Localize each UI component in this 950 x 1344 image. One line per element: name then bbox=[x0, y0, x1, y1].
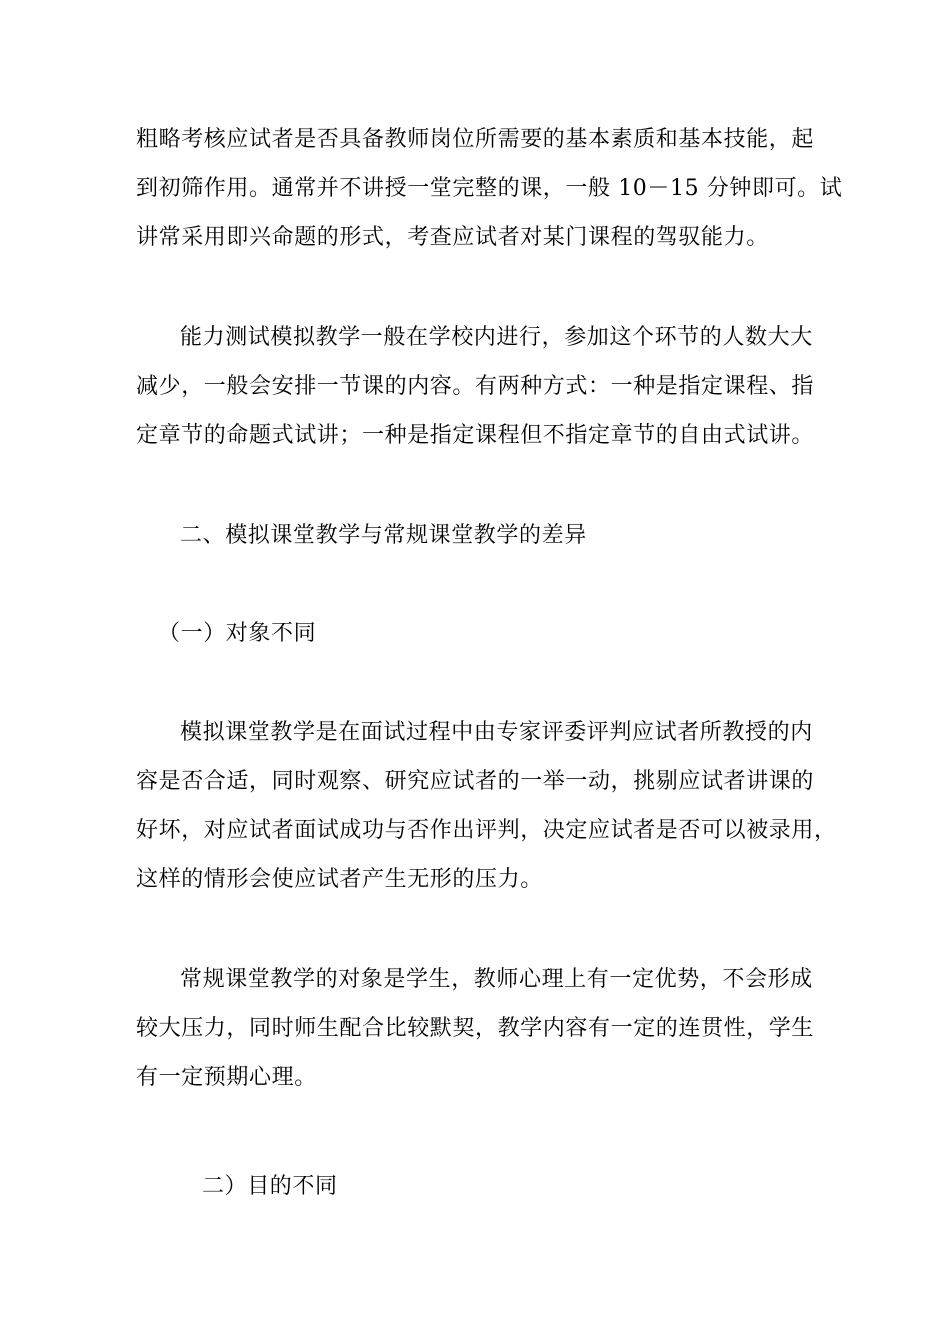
paragraph-line: 到初筛作用。通常并不讲授一堂完整的课，一般 10－15 分钟即可。试 bbox=[136, 176, 843, 201]
paragraph-line: 模拟课堂教学是在面试过程中由专家评委评判应试者所教授的内 bbox=[180, 720, 813, 745]
paragraph-line: 较大压力，同时师生配合比较默契，教学内容有一定的连贯性，学生 bbox=[136, 1016, 815, 1041]
paragraph-initial-screening bbox=[136, 115, 843, 262]
paragraph-line: 有一定预期心理。 bbox=[136, 1065, 317, 1090]
paragraph-line: 常规课堂教学的对象是学生，教师心理上有一定优势，不会形成 bbox=[180, 967, 813, 992]
paragraph-regular-teaching bbox=[136, 955, 816, 1102]
paragraph-line: 这样的情形会使应试者产生无形的压力。 bbox=[136, 867, 543, 892]
paragraph-line: 容是否合适，同时观察、研究应试者的一举一动，挑剔应试者讲课的 bbox=[136, 769, 815, 794]
paragraph-line: 好坏，对应试者面试成功与否作出评判，决定应试者是否可以被录用， bbox=[136, 818, 837, 843]
paragraph-line: 粗略考核应试者是否具备教师岗位所需要的基本素质和基本技能，起 bbox=[136, 127, 815, 152]
paragraph-simulated-teaching bbox=[136, 708, 837, 904]
paragraph-ability-test bbox=[136, 313, 816, 460]
paragraph-line: 减少，一般会安排一节课的内容。有两种方式：一种是指定课程、指 bbox=[136, 374, 815, 399]
paragraph-line: 能力测试模拟教学一般在学校内进行，参加这个环节的人数大大 bbox=[180, 325, 813, 350]
subsection-heading-different-objects: （一）对象不同 bbox=[158, 621, 317, 646]
section-heading-differences: 二、模拟课堂教学与常规课堂教学的差异 bbox=[180, 523, 587, 548]
paragraph-line: 定章节的命题式试讲；一种是指定课程但不指定章节的自由式试讲。 bbox=[136, 423, 815, 448]
paragraph-line: 讲常采用即兴命题的形式，考查应试者对某门课程的驾驭能力。 bbox=[136, 225, 769, 250]
subsection-heading-different-purposes: 二）目的不同 bbox=[202, 1174, 338, 1199]
